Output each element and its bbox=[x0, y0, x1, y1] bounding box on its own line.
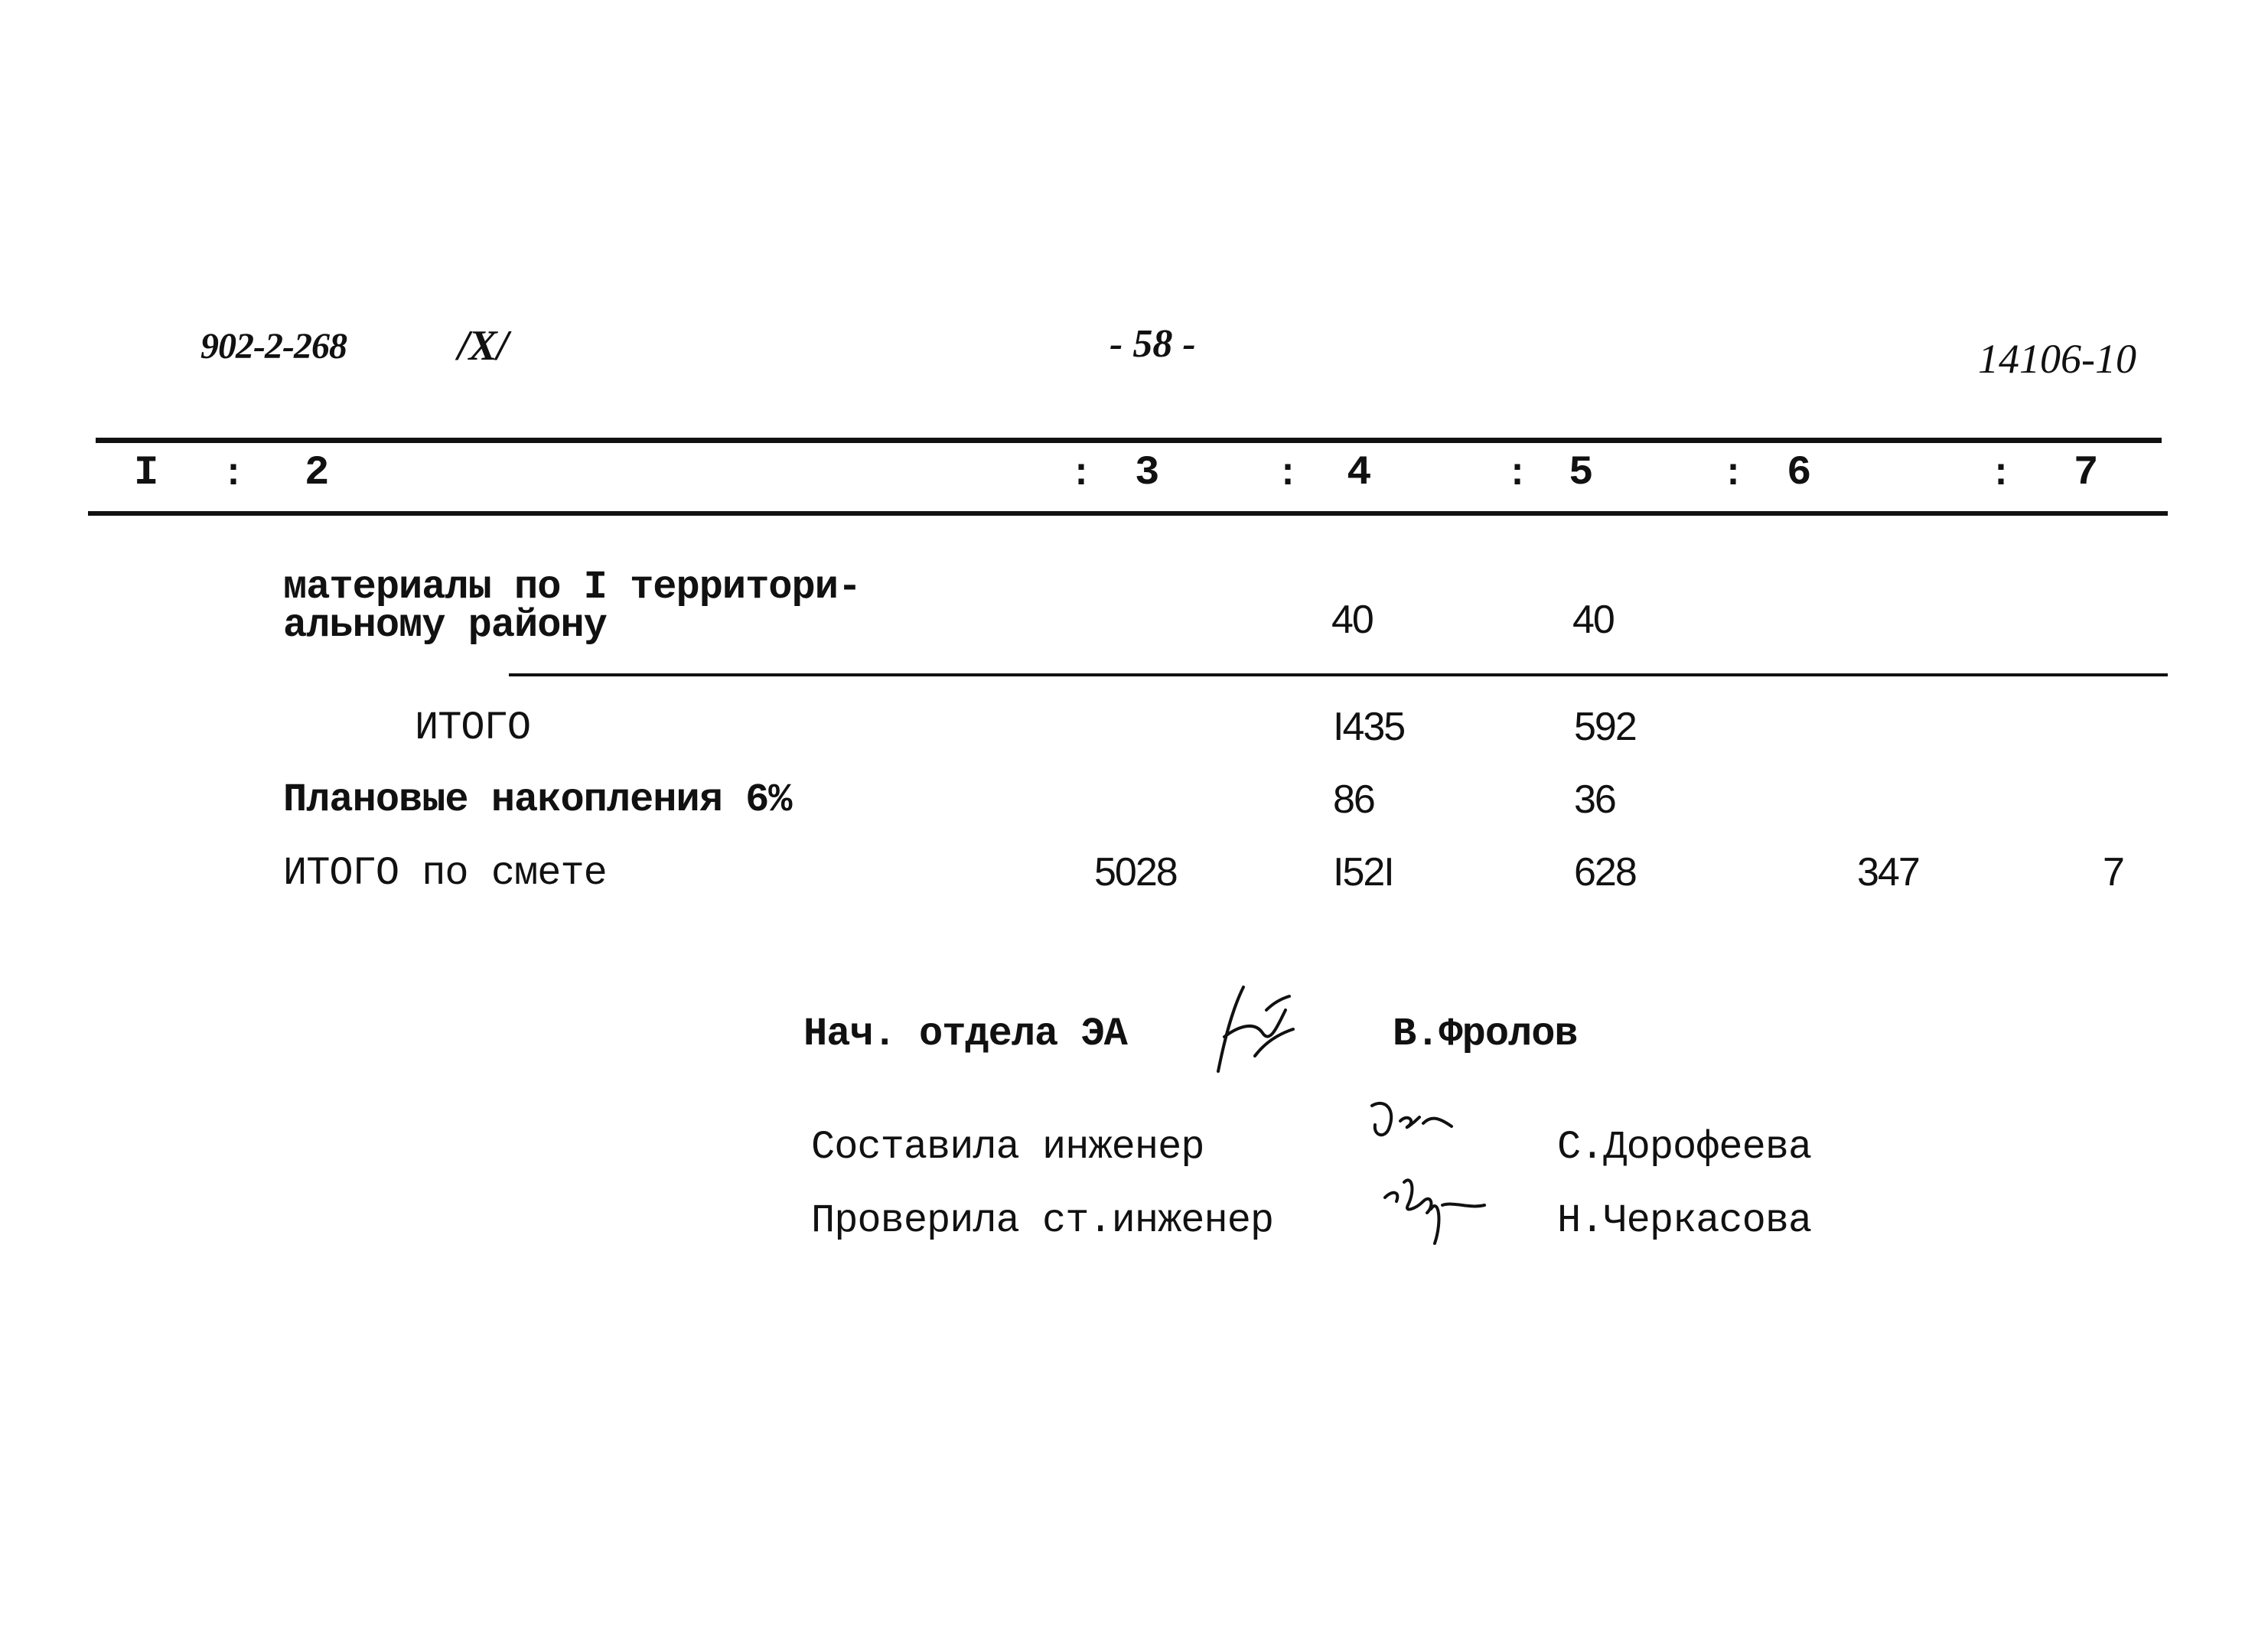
column-number-5: 5 bbox=[1569, 450, 1594, 497]
handwritten-signature-icon bbox=[1377, 1167, 1492, 1251]
column-separator: : bbox=[1506, 453, 1530, 497]
column-number-7: 7 bbox=[2074, 450, 2099, 497]
row-label: ИТОГО bbox=[415, 705, 531, 751]
column-number-3: 3 bbox=[1135, 450, 1160, 497]
cell-col4: I52I bbox=[1333, 850, 1393, 894]
row-label: Плановые накопления 6% bbox=[283, 777, 792, 823]
handwritten-signature-icon bbox=[1209, 979, 1301, 1079]
signature-name: В.Фролов bbox=[1393, 1012, 1578, 1057]
handwritten-signature-icon bbox=[1366, 1094, 1458, 1148]
cell-col7: 7 bbox=[2103, 850, 2123, 894]
cell-col5: 592 bbox=[1574, 705, 1636, 749]
signature-name: С.Дорофеева bbox=[1557, 1125, 1812, 1170]
cell-col5: 36 bbox=[1574, 777, 1615, 822]
cell-col5: 628 bbox=[1574, 850, 1636, 894]
signature-name: Н.Черкасова bbox=[1557, 1198, 1812, 1243]
cell-col5: 40 bbox=[1572, 598, 1614, 642]
signature-role: Проверила ст.инженер bbox=[811, 1198, 1274, 1243]
page-number: - 58 - bbox=[1110, 322, 1196, 366]
column-separator: : bbox=[1070, 453, 1093, 497]
cell-col4: I435 bbox=[1333, 705, 1405, 749]
column-number-1: I bbox=[134, 450, 159, 497]
signature-role: Нач. отдела ЭА bbox=[803, 1012, 1127, 1057]
column-number-6: 6 bbox=[1787, 450, 1812, 497]
table-top-rule bbox=[96, 438, 2162, 443]
row-label: ИТОГО по смете bbox=[283, 851, 607, 896]
album-number: /X/ bbox=[458, 322, 508, 370]
sheet-reference: 14106-10 bbox=[1978, 336, 2136, 382]
cell-col4: 86 bbox=[1333, 777, 1374, 822]
row-label-line1: материалы по I территори- bbox=[283, 565, 862, 610]
column-number-4: 4 bbox=[1347, 450, 1372, 497]
row-label-line2: альному району bbox=[283, 603, 607, 648]
cell-col4: 40 bbox=[1331, 598, 1373, 642]
cell-col6: 347 bbox=[1857, 850, 1919, 894]
column-number-2: 2 bbox=[305, 450, 330, 497]
column-separator: : bbox=[1276, 453, 1300, 497]
cell-col3: 5028 bbox=[1094, 850, 1177, 894]
subtotal-rule bbox=[509, 673, 2168, 676]
signature-role: Составила инженер bbox=[811, 1125, 1204, 1170]
table-header-bottom-rule bbox=[88, 511, 2168, 516]
column-separator: : bbox=[1722, 453, 1745, 497]
column-separator: : bbox=[222, 453, 246, 497]
column-separator: : bbox=[1989, 453, 2013, 497]
document-code: 902-2-268 bbox=[200, 326, 347, 367]
